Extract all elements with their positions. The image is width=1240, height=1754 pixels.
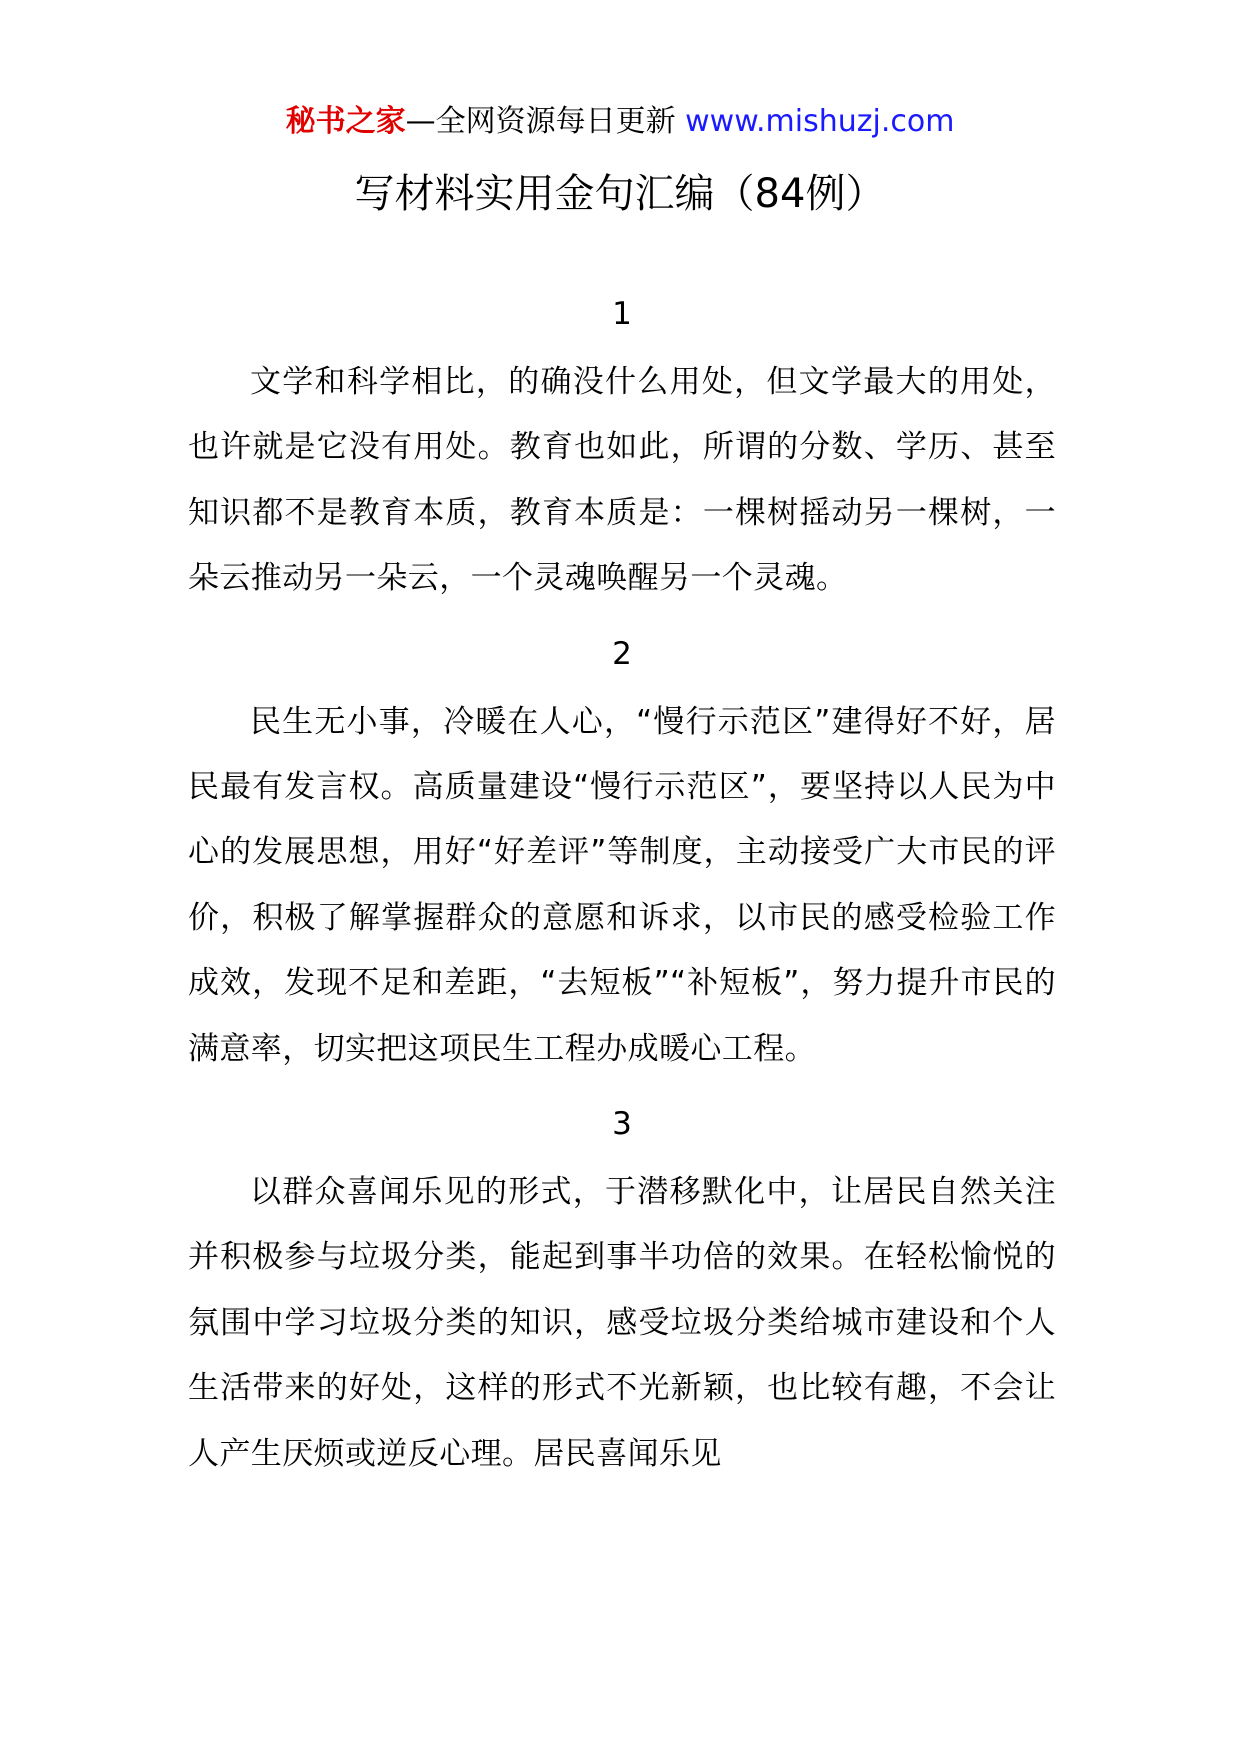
section-number: 1 bbox=[612, 296, 632, 332]
section-2 bbox=[188, 630, 1056, 1082]
section-paragraph: 以群众喜闻乐见的形式，于潜移默化中，让居民自然关注并积极参与垃圾分类，能起到事半功倍的效果。在轻松愉悦的氛围中学习垃圾分类的知识，感受垃圾分类给城市建设和个人生活带来的好处，这样的形式不光新颖，也比较有趣，不会让人产生厌烦或逆反心理。居民喜闻乐见 bbox=[188, 1174, 1056, 1472]
section-number: 3 bbox=[612, 1106, 632, 1143]
brand-tagline: —全网资源每日更新 bbox=[405, 104, 676, 139]
brand-name: 秘书之家 bbox=[285, 104, 406, 139]
section-3 bbox=[188, 1100, 1056, 1487]
section-number: 2 bbox=[612, 635, 632, 672]
document-title: 写材料实用金句汇编（84例） bbox=[354, 171, 886, 217]
site-header bbox=[0, 100, 1240, 144]
section-paragraph: 民生无小事，冷暖在人心，“慢行示范区”建得好不好，居民最有发言权。高质量建设“慢行示范区”，要坚持以人民为中心的发展思想，用好“好差评”等制度，主动接受广大市民的评价，积极了解掌握群众的意愿和诉求，以市民的感受检验工作成效，发现不足和差距，“去短板”“补短板”，努力提升市民的满意率，切实把这项民生工程办成暖心工程。 bbox=[188, 703, 1056, 1067]
document-body bbox=[188, 290, 1056, 1505]
section-1 bbox=[188, 290, 1056, 612]
section-paragraph: 文学和科学相比，的确没什么用处，但文学最大的用处，也许就是它没有用处。教育也如此，所谓的分数、学历、甚至知识都不是教育本质，教育本质是：一棵树摇动另一棵树，一朵云推动另一朵云，一个灵魂唤醒另一个灵魂。 bbox=[188, 364, 1056, 597]
site-url-link[interactable]: www.mishuzj.com bbox=[685, 104, 955, 139]
